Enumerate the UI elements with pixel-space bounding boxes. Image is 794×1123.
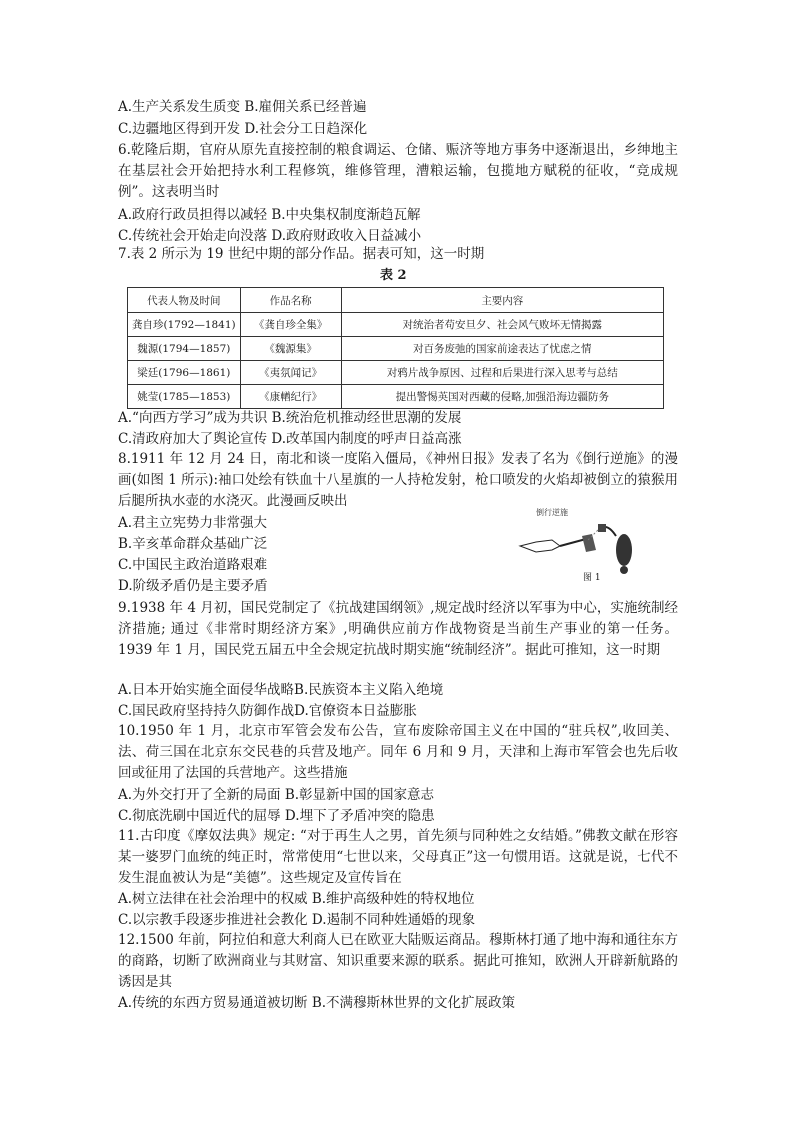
table-cell: 《魏源集》 <box>240 337 341 361</box>
q11-options-cd: C.以宗教手段逐步推进社会教化 D.遏制不同种姓通婚的现象 <box>118 912 476 928</box>
figure-caption: 图 1 <box>583 573 601 583</box>
q8-option-b: B.辛亥革命群众基础广泛 <box>118 536 268 552</box>
monkey-body-icon <box>616 534 632 566</box>
table-cell: 对鸦片战争原因、过程和后果进行深入思考与总结 <box>341 361 663 385</box>
table-header: 代表人物及时间 <box>128 288 241 313</box>
q7-options-cd: C.清政府加大了舆论宣传 D.改革国内制度的呼声日益高涨 <box>118 431 462 447</box>
q8-option-c: C.中国民主政治道路艰难 <box>118 557 268 573</box>
table-cell: 梁廷(1796—1861) <box>128 361 241 385</box>
q5-options-cd: C.边疆地区得到开发 D.社会分工日趋深化 <box>118 121 368 137</box>
q8-stem: 8.1911 年 12 月 24 日，南北和谈一度陷入僵局，《神州日报》发表了名为《倒行逆施》的漫画(如图 1 所示):袖口处绘有铁血十八星旗的一人持枪发射，枪口喷发的火焰却被倒立的猿猴用后腿所执水壶的水浇灭。此漫画反映出 <box>118 451 678 509</box>
q6-options-ab: A.政府行政员担得以减轻 B.中央集权制度渐趋瓦解 <box>118 207 421 223</box>
q8-option-d: D.阶级矛盾仍是主要矛盾 <box>118 578 268 594</box>
gun-icon <box>560 539 586 546</box>
q5-options-ab: A.生产关系发生质变 B.雇佣关系已经普遍 <box>118 99 367 115</box>
cartoon-figure <box>516 506 646 576</box>
table-caption: 表 2 <box>380 268 407 283</box>
table-row <box>128 361 664 385</box>
q9-options-ab: A.日本开始实施全面侵华战略B.民族资本主义陷入绝境 <box>118 682 444 698</box>
table-cell: 提出警惕英国对西藏的侵略,加强沿海边疆防务 <box>341 385 663 409</box>
q10-options-cd: C.彻底洗刷中国近代的屈辱 D.埋下了矛盾冲突的隐患 <box>118 808 435 824</box>
table-cell: 龚自珍(1792—1841) <box>128 313 241 337</box>
table-cell: 对统治者苟安旦夕、社会风气败坏无情揭露 <box>341 313 663 337</box>
table-cell: 对百务废弛的国家前途表达了忧虑之情 <box>341 337 663 361</box>
q7-options-ab: A.“向西方学习”成为共识 B.统治危机推动经世思潮的发展 <box>118 410 462 426</box>
q10-options-ab: A.为外交打开了全新的局面 B.彰显新中国的国家意志 <box>118 787 435 803</box>
table-2 <box>127 287 664 409</box>
table-header: 主要内容 <box>341 288 663 313</box>
q12-options-ab: A.传统的东西方贸易通道被切断 B.不满穆斯林世界的文化扩展政策 <box>118 995 516 1011</box>
q12-stem: 12.1500 年前，阿拉伯和意大利商人已在欧亚大陆贩运商品。穆斯林打通了地中海和通往东方的商路，切断了欧洲商业与其财富、知识重要来源的联系。据此可推知，欧洲人开辟新航路的诱因是其 <box>118 932 678 990</box>
q7-stem: 7.表 2 所示为 19 世纪中期的部分作品。据表可知，这一时期 <box>118 246 485 262</box>
q10-stem: 10.1950 年 1 月，北京市军管会发布公告，宣布废除帝国主义在中国的“驻兵权”,收回美、法、荷三国在北京东交民巷的兵营及地产。同年 6 月和 9 月，天津和上海市军管会也先后收回或征用了法国的兵营地产。这些措施 <box>118 723 678 781</box>
monkey-head-icon <box>620 566 628 574</box>
table-cell: 姚莹(1785—1853) <box>128 385 241 409</box>
table-header-row <box>128 288 664 313</box>
table-header: 作品名称 <box>240 288 341 313</box>
flag-sleeve-icon <box>582 534 596 552</box>
table-row <box>128 385 664 409</box>
q11-options-ab: A.树立法律在社会治理中的权威 B.维护高级种姓的特权地位 <box>118 891 475 907</box>
q9-stem: 9.1938 年 4 月初，国民党制定了《抗战建国纲领》,规定战时经济以军事为中心，实施统制经济措施; 通过《非常时期经济方案》,明确供应前方作战物资是当前生产事业的第一任务。1939 年 1 月，国民党五届五中全会规定抗战时期实施“统制经济”。据此可推知，这一时期 <box>118 600 678 658</box>
table-row <box>128 337 664 361</box>
cartoon-title: 倒行逆施 <box>536 508 568 517</box>
table-cell: 《康輶纪行》 <box>240 385 341 409</box>
kettle-icon <box>598 524 606 532</box>
gun-flame-icon <box>520 540 560 552</box>
table-cell: 魏源(1794—1857) <box>128 337 241 361</box>
q11-stem: 11.古印度《摩奴法典》规定: “对于再生人之男，首先须与同种姓之女结婚。”佛教文献在形容某一婆罗门血统的纯正时，常常使用“七世以来，父母真正”这一句惯用语。这就是说，七代不发生混血被认为是“美德”。这些规定及宣传旨在 <box>118 828 678 886</box>
table-row <box>128 313 664 337</box>
q6-stem: 6.乾隆后期，官府从原先直接控制的粮食调运、仓储、赈济等地方事务中逐渐退出，乡绅地主在基层社会开始把持水利工程修筑，维修管理，漕粮运输，包揽地方赋税的征收，“竞成规例”。这表明当时 <box>118 142 678 200</box>
table-cell: 《龚自珍全集》 <box>240 313 341 337</box>
q8-option-a: A.君主立宪势力非常强大 <box>118 515 268 531</box>
table-cell: 《夷氛闻记》 <box>240 361 341 385</box>
q6-options-cd: C.传统社会开始走向没落 D.政府财政收入日益减小 <box>118 228 422 244</box>
q9-options-cd: C.国民政府坚持持久防御作战D.官僚资本日益膨胀 <box>118 703 417 719</box>
